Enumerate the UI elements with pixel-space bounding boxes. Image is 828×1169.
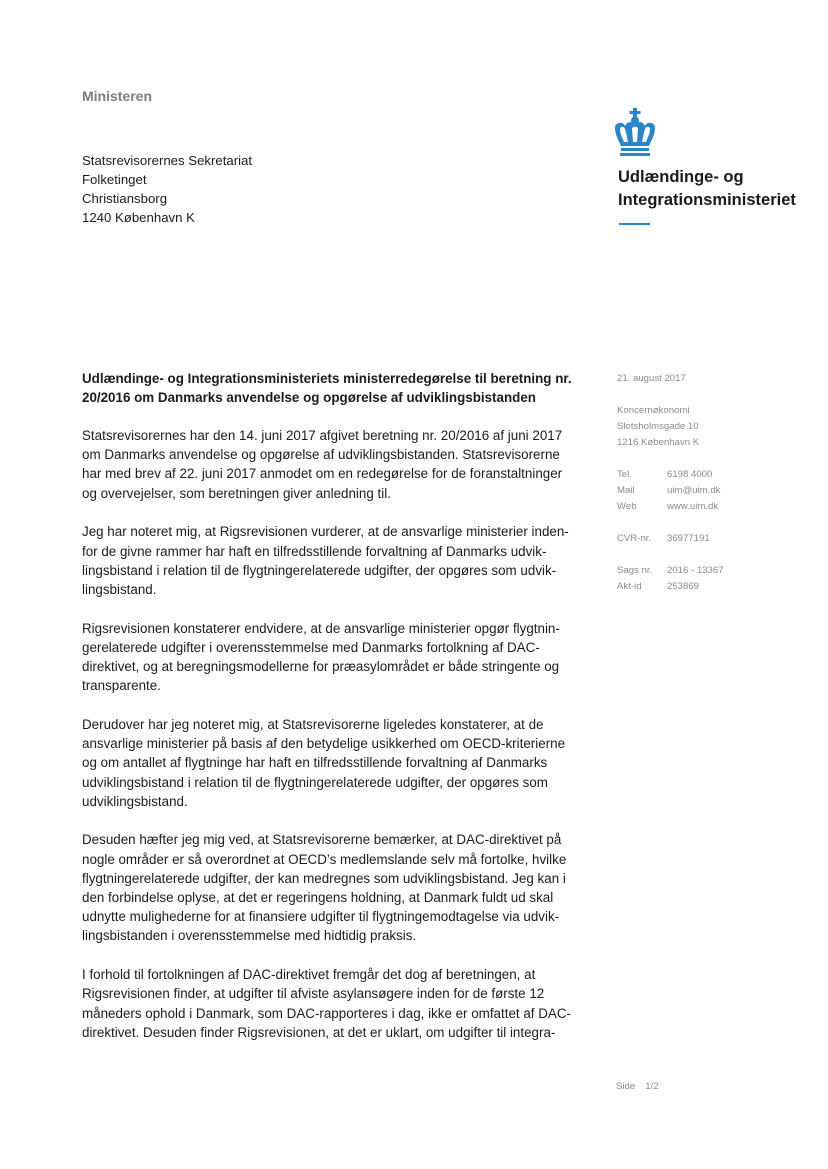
contact-info [617, 467, 817, 515]
text-line: direktivet. Desuden finder Rigsrevisionen, at det er uklart, om udgifter til integra- [82, 1024, 556, 1040]
contact-row-mail [617, 483, 817, 499]
letter-heading [82, 369, 592, 407]
text-line: om Danmarks anvendelse og opgørelse af udviklingsbistanden. Statsrevisorerne [82, 447, 560, 463]
case-info [617, 563, 817, 595]
paragraph [82, 619, 597, 696]
text-line: lingsbistand. [82, 581, 157, 597]
sender-address [617, 403, 817, 451]
paragraph [82, 830, 597, 945]
heading-line: Udlændinge- og Integrationsministeriets ministerredegørelse til beretning nr. [82, 371, 572, 386]
case-row [617, 563, 817, 579]
text-line: Desuden hæfter jeg mig ved, at Statsrevisorerne bemærker, at DAC-direktivet på [82, 832, 562, 848]
text-line: har med brev af 22. juni 2017 anmodet om en redegørelse for de foranstaltninger [82, 466, 563, 482]
text-line: måneders ophold i Danmark, som DAC-rapporteres i dag, ikke er omfattet af DAC- [82, 1005, 571, 1021]
ministry-name [618, 166, 796, 212]
contact-label: Mail [617, 485, 635, 496]
sender-title: Ministeren [82, 88, 153, 104]
contact-row-tel [617, 467, 817, 483]
letter-date: 21. august 2017 [617, 373, 686, 384]
text-line: udnytte mulighederne for at finansiere udgifter til flygtningemodtagelse via udvik- [82, 909, 560, 925]
paragraph [82, 965, 597, 1042]
contact-value: 6198 4000 [667, 469, 713, 480]
address-line: 1216 København K [617, 437, 700, 448]
text-line: og overvejelser, som beretningen giver anledning til. [82, 485, 391, 501]
case-value: 2016 - 13367 [667, 565, 724, 576]
letter-body [82, 426, 597, 1061]
text-line: for de givne rammer har haft en tilfredsstillende forvaltning af Danmarks udvik- [82, 543, 547, 559]
paragraph [82, 426, 597, 503]
text-line: ansvarlige ministerier på basis af den betydelige usikkerhed om OECD-kriterierne [82, 736, 566, 752]
recipient-address [82, 151, 252, 227]
text-line: lingsbistanden i overensstemmelse med hidtidig praksis. [82, 928, 417, 944]
cvr-value: 36977191 [667, 533, 710, 544]
text-line: nogle områder er så overordnet at OECD’s medlemslande selv må fortolke, hvilke [82, 851, 567, 867]
paragraph [82, 715, 597, 811]
page-value: 1/2 [645, 1081, 659, 1092]
text-line: Jeg har noteret mig, at Rigsrevisionen vurderer, at de ansvarlige ministerier inden- [82, 524, 569, 540]
ministry-name-line: Udlændinge- og [618, 168, 744, 186]
text-line: lingsbistand i relation til de flygtningerelaterede udgifter, der opgøres som udvik- [82, 562, 557, 578]
case-value: 253869 [667, 581, 700, 592]
crown-icon [612, 108, 658, 158]
text-line: gerelaterede udgifter i overensstemmelse med Danmarks fortolkning af DAC- [82, 639, 540, 655]
recipient-line: Christiansborg [82, 191, 168, 206]
cvr-row [617, 531, 817, 547]
heading-line: 20/2016 om Danmarks anvendelse og opgørelse af udviklingsbistanden [82, 390, 536, 405]
contact-label: Tel. [617, 469, 632, 480]
text-line: udviklingsbistand i relation til de flygtningerelaterede udgifter, der opgøres som [82, 774, 548, 790]
recipient-line: 1240 København K [82, 210, 195, 225]
text-line: flygtningerelaterede udgifter, der kan medregnes som udviklingsbistand. Jeg kan i [82, 870, 566, 886]
text-line: Rigsrevisionen konstaterer endvidere, at de ansvarlige ministerier opgør flygtnin- [82, 620, 560, 636]
recipient-line: Folketinget [82, 172, 147, 187]
page-label: Side [616, 1081, 636, 1092]
text-line: udviklingsbistand. [82, 793, 188, 809]
text-line: Rigsrevisionen finder, at udgifter til afviste asylansøgere inden for de første 12 [82, 986, 545, 1002]
text-line: og om antallet af flygtninge har haft en tilfredsstillende forvaltning af Danmarks [82, 755, 548, 771]
recipient-line: Statsrevisorernes Sekretariat [82, 153, 253, 168]
cvr-label: CVR-nr. [617, 533, 652, 544]
paragraph [82, 522, 597, 599]
text-line: den forbindelse oplyse, at det er regeringens holdning, at Danmark fuldt ud skal [82, 890, 554, 906]
address-line: Koncernøkonomi [617, 405, 690, 416]
case-label: Akt-id [617, 581, 642, 592]
cvr-info [617, 531, 817, 547]
contact-row-web [617, 499, 817, 515]
case-row [617, 579, 817, 595]
text-line: Derudover har jeg noteret mig, at Statsrevisorerne ligeledes konstaterer, at de [82, 716, 544, 732]
case-label: Sags nr. [617, 565, 653, 576]
ministry-accent-line [619, 223, 650, 225]
contact-value: www.uim.dk [667, 501, 719, 512]
text-line: direktivet, og at beregningsmodellerne for præasylområdet er både stringente og [82, 659, 560, 675]
page-number [616, 1081, 659, 1092]
text-line: I forhold til fortolkningen af DAC-direktivet fremgår det dog af beretningen, at [82, 967, 536, 983]
letter-sidebar [617, 371, 817, 611]
text-line: Statsrevisorernes har den 14. juni 2017 afgivet beretning nr. 20/2016 af juni 2017 [82, 428, 563, 443]
address-line: Slotsholmsgade 10 [617, 421, 699, 432]
text-line: transparente. [82, 678, 161, 694]
contact-label: Web [617, 501, 637, 512]
contact-value: uim@uim.dk [667, 485, 721, 496]
ministry-name-line: Integrationsministeriet [618, 191, 796, 209]
